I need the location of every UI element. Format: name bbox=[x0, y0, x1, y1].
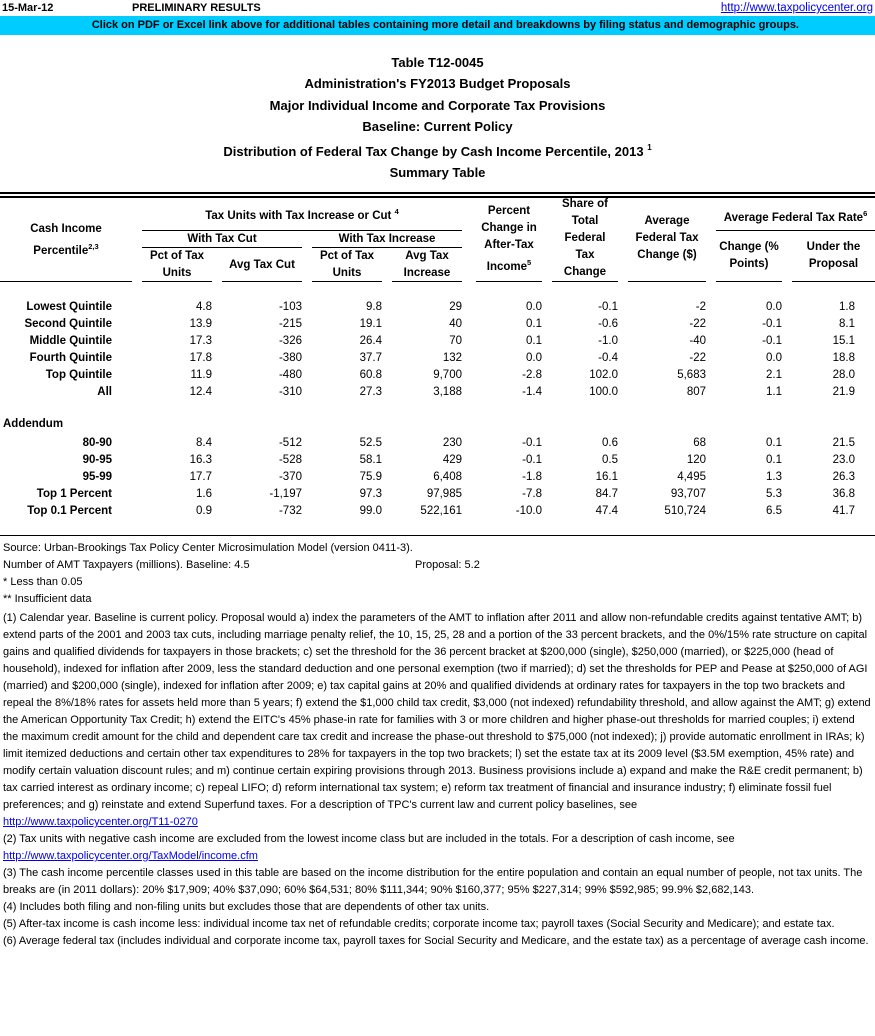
table-cell: -480 bbox=[278, 369, 302, 381]
table-cell: 29 bbox=[449, 301, 462, 313]
footnote-ref: 2,3 bbox=[88, 242, 99, 251]
header-rule bbox=[142, 281, 212, 282]
less-than-note: * Less than 0.05 bbox=[3, 576, 83, 588]
table-top-rule-2 bbox=[0, 196, 875, 198]
table-cell: 97.3 bbox=[359, 488, 382, 500]
row-label: 90-95 bbox=[82, 454, 112, 466]
header-rate-under-proposal bbox=[792, 239, 875, 273]
source-note: Source: Urban-Brookings Tax Policy Center Microsimulation Model (version 0411-3). bbox=[3, 542, 413, 554]
footnotes bbox=[3, 540, 873, 950]
table-cell: 100.0 bbox=[589, 386, 618, 398]
note-3: (3) The cash income percentile classes used in this table are based on the income distribution for the entire population and contain an equal number of people, not tax units. The breaks are (in 2011 dollars): 20% $17,909; 40% $37,090; 60% $64,531; 80% $111,344; 90% $160,377; 95% $227,314; 99% $592,985; 99.9% $2,682,143. bbox=[3, 867, 863, 896]
header-text: Units bbox=[162, 267, 192, 279]
row-label: All bbox=[97, 386, 112, 398]
amt-proposal: Proposal: 5.2 bbox=[415, 559, 480, 571]
preliminary-label: PRELIMINARY RESULTS bbox=[132, 2, 261, 14]
table-cell: 510,724 bbox=[664, 505, 706, 517]
table-row bbox=[0, 299, 875, 316]
table-cell: -0.1 bbox=[762, 335, 782, 347]
table-cell: -10.0 bbox=[515, 505, 542, 517]
table-cell: -7.8 bbox=[522, 488, 542, 500]
header-rule bbox=[0, 281, 132, 282]
table-cell: 36.8 bbox=[832, 488, 855, 500]
table-cell: 0.1 bbox=[766, 454, 782, 466]
header-text: Percent bbox=[487, 205, 531, 217]
top-bar bbox=[0, 0, 875, 16]
header-rule bbox=[792, 281, 875, 282]
table-cell: 230 bbox=[442, 437, 462, 449]
table-cell: 8.1 bbox=[839, 318, 855, 330]
table-cell: 12.4 bbox=[189, 386, 212, 398]
table-cell: 41.7 bbox=[832, 505, 855, 517]
table-cell: 21.5 bbox=[832, 437, 855, 449]
table-cell: -103 bbox=[278, 301, 302, 313]
header-with-tax-increase: With Tax Increase bbox=[338, 233, 436, 245]
row-label: Second Quintile bbox=[24, 318, 112, 330]
tpc-home-link[interactable]: http://www.taxpolicycenter.org bbox=[720, 2, 873, 14]
table-cell: 58.1 bbox=[359, 454, 382, 466]
table-cell: 3,188 bbox=[433, 386, 462, 398]
table-cell: 18.8 bbox=[832, 352, 855, 364]
header-rule bbox=[716, 230, 875, 231]
table-row bbox=[0, 435, 875, 452]
header-tax-units-group bbox=[142, 203, 462, 225]
table-cell: 70 bbox=[449, 335, 462, 347]
table-cell: 11.9 bbox=[190, 369, 212, 381]
table-cell: -0.6 bbox=[598, 318, 618, 330]
table-cell: -22 bbox=[689, 318, 706, 330]
table-cell: 102.0 bbox=[589, 369, 618, 381]
table-cell: -0.1 bbox=[522, 454, 542, 466]
table-row bbox=[0, 503, 875, 520]
title-line-1: Administration's FY2013 Budget Proposals bbox=[304, 76, 571, 92]
table-cell: -370 bbox=[278, 471, 302, 483]
table-row bbox=[0, 367, 875, 384]
table-row bbox=[0, 384, 875, 401]
title-line-4 bbox=[0, 137, 875, 162]
table-cell: -215 bbox=[278, 318, 302, 330]
table-cell: -310 bbox=[278, 386, 302, 398]
table-top-rule bbox=[0, 192, 875, 194]
amt-note bbox=[3, 557, 873, 574]
header-text: Cash Income bbox=[30, 223, 102, 235]
title-line-4-text: Distribution of Federal Tax Change by Cash Income Percentile, 2013 bbox=[223, 144, 644, 160]
table-cell: 2.1 bbox=[766, 369, 782, 381]
footnote-ref: 6 bbox=[863, 209, 868, 218]
note-4: (4) Includes both filing and non-filing units but excludes those that are dependents of other tax units. bbox=[3, 901, 490, 913]
note-2: (2) Tax units with negative cash income are excluded from the lowest income class but are included in the totals. For a description of cash income, see bbox=[3, 833, 735, 845]
header-text: Percentile bbox=[33, 245, 89, 257]
table-cell: 84.7 bbox=[595, 488, 618, 500]
table-cell: 0.1 bbox=[526, 335, 542, 347]
header-text: Change bbox=[563, 266, 607, 278]
table-cell: 17.3 bbox=[189, 335, 212, 347]
table-row bbox=[0, 452, 875, 469]
row-label: Top 1 Percent bbox=[36, 488, 112, 500]
table-cell: 75.9 bbox=[359, 471, 382, 483]
table-cell: -2 bbox=[695, 301, 706, 313]
table-cell: 6.5 bbox=[766, 505, 782, 517]
table-cell: -528 bbox=[278, 454, 302, 466]
table-cell: 40 bbox=[449, 318, 462, 330]
table-id: Table T12-0045 bbox=[391, 55, 484, 70]
header-with-tax-cut: With Tax Cut bbox=[187, 233, 257, 245]
title-line-2: Major Individual Income and Corporate Tax Provisions bbox=[269, 97, 606, 113]
table-cell: 93,707 bbox=[670, 488, 706, 500]
table-cell: 68 bbox=[693, 437, 706, 449]
table-cell: -0.4 bbox=[598, 352, 618, 364]
table-cell: 13.9 bbox=[189, 318, 212, 330]
table-cell: 99.0 bbox=[359, 505, 382, 517]
row-label: Fourth Quintile bbox=[29, 352, 112, 364]
header-text: Change in bbox=[481, 222, 537, 234]
table-cell: 132 bbox=[442, 352, 462, 364]
header-avg-tax-increase bbox=[392, 248, 462, 282]
note-6: (6) Average federal tax (includes individual and corporate income tax, payroll taxes for Social Security and Medicare, and the estate tax) as a percentage of average cash income. bbox=[3, 935, 869, 947]
table-cell: 17.8 bbox=[189, 352, 212, 364]
table-cell: 429 bbox=[442, 454, 462, 466]
header-text: Change ($) bbox=[637, 249, 697, 261]
table-cell: 0.0 bbox=[766, 301, 782, 313]
table-cell: 4,495 bbox=[677, 471, 706, 483]
header-rule bbox=[476, 281, 542, 282]
table-cell: 8.4 bbox=[196, 437, 212, 449]
table-cell: 52.5 bbox=[359, 437, 382, 449]
footnote-ref: 1 bbox=[647, 143, 652, 153]
table-cell: 97,985 bbox=[426, 488, 462, 500]
table-cell: -1.4 bbox=[522, 386, 542, 398]
table-cell: 1.8 bbox=[839, 301, 855, 313]
row-label: 95-99 bbox=[82, 471, 112, 483]
header-text: Points) bbox=[729, 258, 769, 270]
addendum-label: Addendum bbox=[3, 418, 64, 430]
table-cell: 19.1 bbox=[359, 318, 382, 330]
table-cell: 0.5 bbox=[602, 454, 618, 466]
header-rule bbox=[628, 281, 706, 282]
table-cell: -22 bbox=[689, 352, 706, 364]
amt-baseline: Number of AMT Taxpayers (millions). Baseline: 4.5 bbox=[3, 559, 250, 571]
header-text: Share of bbox=[561, 198, 608, 210]
header-text: Avg Tax bbox=[405, 250, 449, 262]
header-text: Average bbox=[644, 215, 690, 227]
header-text: Units bbox=[332, 267, 362, 279]
table-cell: 9.8 bbox=[366, 301, 382, 313]
footnote-ref: 4 bbox=[394, 207, 399, 216]
row-label: Lowest Quintile bbox=[26, 301, 112, 313]
table-cell: -0.1 bbox=[762, 318, 782, 330]
title-line-3: Baseline: Current Policy bbox=[362, 118, 513, 134]
table-cell: 6,408 bbox=[433, 471, 462, 483]
header-text: Tax Units with Tax Increase or Cut bbox=[205, 210, 392, 222]
note-1-link[interactable]: http://www.taxpolicycenter.org/T11-0270 bbox=[3, 816, 198, 828]
header-rule bbox=[312, 281, 382, 282]
header-text: After-Tax bbox=[484, 239, 534, 251]
note-5: (5) After-tax income is cash income less: individual income tax net of refundable credits; corporate income tax; payroll taxes (Social Security and Medicare); and estate tax. bbox=[3, 918, 835, 930]
header-text: Federal Tax bbox=[635, 232, 699, 244]
table-cell: 1.6 bbox=[196, 488, 212, 500]
row-label: Middle Quintile bbox=[29, 335, 112, 347]
header-avg-tax-rate-group bbox=[716, 205, 875, 227]
table-cell: 1.1 bbox=[766, 386, 782, 398]
header-text: Increase bbox=[403, 267, 451, 279]
table-cell: 26.3 bbox=[832, 471, 855, 483]
header-text: Total bbox=[571, 215, 599, 227]
table-cell: 17.7 bbox=[189, 471, 212, 483]
table-cell: 0.1 bbox=[766, 437, 782, 449]
table-row bbox=[0, 316, 875, 333]
table-cell: -1.8 bbox=[522, 471, 542, 483]
table-cell: 5.3 bbox=[766, 488, 782, 500]
header-text: Income bbox=[486, 261, 528, 273]
table-cell: 1.3 bbox=[766, 471, 782, 483]
row-label: Top Quintile bbox=[45, 369, 112, 381]
note-1: (1) Calendar year. Baseline is current policy. Proposal would a) index the parameters of the AMT to inflation after 2011 and allow non-refundable credits against tentative AMT; b) extend parts of the 2001 and 2003 tax cuts, including marriage penalty relief, the 10, 15, 25, 28 and a portion of the 33 percent brackets, and the 0%/15% rate structure on capital gains and qualified dividends for taxpayers in those brackets; c) set the threshold for the 36 percent bracket at $200,000 (single), $250,000 (married), or $225,000 (head of household), indexed for inflation after 2009, less the standard deduction and one personal exemption (two if married); d) set the thresholds for PEP and Pease at $250,000 of AGI (married) and $200,000 (single), indexed for inflation after 2009; e) tax capital gains at 20% and qualified dividends at ordinary rates for taxpayers in the top two brackets and repeal the 8%/18% rates for assets held more than 5 years; f) extend the $1,000 child tax credit, $3,000 (not indexed) refundability threshold, and allow against the AMT; g) extend the American Opportunity Tax Credit; h) extend the EITC's 45% phase-in rate for families with 3 or more children and higher phase-out thresholds for married couples; i) extend the maximum credit amount for the child and dependent care tax credit and increase the phase-out threshold to $75,000 (not indexed); j) provide automatic enrollment in IRAs; k) limit itemized deductions and certain other tax expenditures to 28% for taxpayers in the top two brackets; l) set the estate tax at its 2009 level ($3.5M exemption, 45% rate) and modify certain valuation discount rules; and m) continue certain expiring provisions through 2013. Business provisions include a) expand and make the R&E credit permanent; b) tax carried interest as ordinary income; c) repeal LIFO; d) reform international tax system; e) reform tax treatment of financial and insurance industry; f) eliminate fossil fuel preferences; and g) reinstate and extend Superfund taxes. For a description of TPC's current law and current policy baselines, see bbox=[3, 612, 871, 811]
table-cell: 0.9 bbox=[196, 505, 212, 517]
row-label: 80-90 bbox=[82, 437, 112, 449]
header-rule bbox=[222, 281, 302, 282]
header-text: Pct of Tax bbox=[149, 250, 205, 262]
table-row bbox=[0, 333, 875, 350]
table-row bbox=[0, 486, 875, 503]
header-cash-income bbox=[0, 221, 132, 260]
table-cell: -2.8 bbox=[522, 369, 542, 381]
table-cell: 0.0 bbox=[526, 352, 542, 364]
table-row bbox=[0, 350, 875, 367]
table-cell: -512 bbox=[278, 437, 302, 449]
header-text: Average Federal Tax Rate bbox=[723, 212, 864, 224]
header-rule bbox=[552, 281, 618, 282]
header-share-total bbox=[552, 196, 618, 281]
table-cell: 0.0 bbox=[526, 301, 542, 313]
info-banner: Click on PDF or Excel link above for additional tables containing more detail and breakdowns by filing status and demographic groups. bbox=[0, 16, 875, 35]
header-avg-federal-tax-change bbox=[628, 213, 706, 264]
table-cell: -1.0 bbox=[598, 335, 618, 347]
table-cell: 15.1 bbox=[832, 335, 855, 347]
table-cell: 0.0 bbox=[766, 352, 782, 364]
table-cell: -40 bbox=[689, 335, 706, 347]
table-cell: 120 bbox=[686, 454, 706, 466]
table-cell: 60.8 bbox=[359, 369, 382, 381]
table-cell: 26.4 bbox=[359, 335, 382, 347]
table-cell: 27.3 bbox=[359, 386, 382, 398]
table-cell: -732 bbox=[278, 505, 302, 517]
table-title-block bbox=[0, 52, 875, 184]
header-avg-tax-cut: Avg Tax Cut bbox=[229, 259, 295, 271]
table-cell: -0.1 bbox=[598, 301, 618, 313]
title-line-5: Summary Table bbox=[389, 165, 486, 181]
table-cell: 0.1 bbox=[526, 318, 542, 330]
table-cell: 28.0 bbox=[832, 369, 855, 381]
table-cell: 37.7 bbox=[359, 352, 382, 364]
table-cell: 9,700 bbox=[433, 369, 462, 381]
table-cell: -1,197 bbox=[269, 488, 302, 500]
footnote-ref: 5 bbox=[527, 258, 532, 267]
header-rule bbox=[716, 281, 782, 282]
table-cell: 522,161 bbox=[420, 505, 462, 517]
table-cell: 807 bbox=[686, 386, 706, 398]
table-cell: -0.1 bbox=[522, 437, 542, 449]
header-pct-units-cut bbox=[142, 248, 212, 282]
row-label: Top 0.1 Percent bbox=[27, 505, 112, 517]
insufficient-note: ** Insufficient data bbox=[3, 593, 92, 605]
header-rate-change bbox=[716, 239, 782, 273]
header-text: Under the bbox=[806, 241, 861, 253]
table-cell: -326 bbox=[278, 335, 302, 347]
table-cell: 5,683 bbox=[677, 369, 706, 381]
header-rule bbox=[392, 281, 462, 282]
report-date: 15-Mar-12 bbox=[2, 2, 54, 14]
table-cell: 16.3 bbox=[189, 454, 212, 466]
header-pct-change-after-tax bbox=[476, 203, 542, 276]
header-text: Pct of Tax bbox=[319, 250, 375, 262]
table-bottom-rule bbox=[0, 535, 875, 536]
header-text: Proposal bbox=[808, 258, 859, 270]
note-2-link[interactable]: http://www.taxpolicycenter.org/TaxModel/income.cfm bbox=[3, 850, 258, 862]
table-cell: 47.4 bbox=[595, 505, 618, 517]
header-text: Change (% bbox=[719, 241, 779, 253]
table-cell: 16.1 bbox=[595, 471, 618, 483]
table-cell: 21.9 bbox=[832, 386, 855, 398]
table-cell: 4.8 bbox=[196, 301, 212, 313]
table-row bbox=[0, 469, 875, 486]
table-cell: 0.6 bbox=[602, 437, 618, 449]
table-cell: 23.0 bbox=[832, 454, 855, 466]
header-text: Federal bbox=[564, 232, 606, 244]
table-cell: -380 bbox=[278, 352, 302, 364]
header-pct-units-increase bbox=[312, 248, 382, 282]
header-text: Tax bbox=[575, 249, 595, 261]
